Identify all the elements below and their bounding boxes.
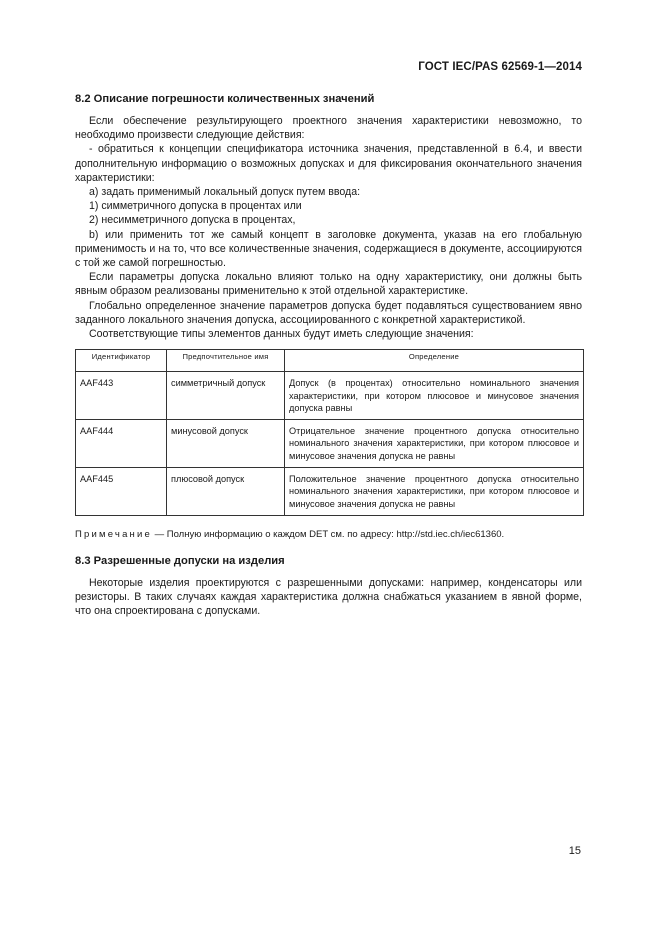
list-item: 2) несимметричного допуска в процентах, bbox=[89, 214, 296, 227]
page-number: 15 bbox=[568, 845, 581, 857]
cell-definition: Отрицательное значение процентного допуска относительно номинального значения характеристики, при котором плюсовое и минусовое значения допуска не равны bbox=[285, 420, 584, 468]
cell-preferred-name: симметричный допуск bbox=[167, 372, 285, 420]
note-dash: — bbox=[152, 528, 167, 540]
section-8-2-title: 8.2 Описание погрешности количественных значений bbox=[75, 93, 375, 105]
list-item: 1) симметричного допуска в процентах или bbox=[89, 200, 302, 213]
cell-identifier: AAF443 bbox=[76, 372, 167, 420]
cell-definition: Допуск (в процентах) относительно номинального значения характеристики, при котором плюсовое и минусовое значения допуска равны bbox=[285, 372, 584, 420]
cell-identifier: AAF445 bbox=[76, 468, 167, 516]
cell-identifier: AAF444 bbox=[76, 420, 167, 468]
paragraph: Если обеспечение результирующего проектного значения характеристики невозможно, то необходимо произвести следующие действия: bbox=[75, 115, 582, 142]
table-row bbox=[76, 468, 584, 516]
list-item: b) или применить тот же самый концепт в заголовке документа, указав на его глобальную применимость и на то, что все количественные значения, содержащиеся в документе, ассоциируются с той же самой погрешностью. bbox=[75, 228, 582, 270]
paragraph: Глобально определенное значение параметров допуска будет подавляться существованием явно заданного локального значения допуска, ассоциированного с конкретной характеристикой. bbox=[75, 299, 582, 326]
cell-definition: Положительное значение процентного допуска относительно номинального значения характеристики, при котором плюсовое и минусовое значения допуска не равны bbox=[285, 468, 584, 516]
table-header-row bbox=[76, 350, 584, 372]
section-8-3 bbox=[75, 554, 582, 619]
paragraph: - обратиться к концепции спецификатора источника значения, представленной в 6.4, и ввести дополнительную информацию о возможных допусках и для фиксирования окончательного значения характеристики: bbox=[75, 143, 582, 184]
paragraph: Если параметры допуска локально влияют только на одну характеристику, они должны быть явным образом реализованы применительно к этой отдельной характеристике. bbox=[75, 271, 582, 298]
document-code: ГОСТ IEC/PAS 62569-1—2014 bbox=[418, 61, 582, 73]
cell-preferred-name: плюсовой допуск bbox=[167, 468, 285, 516]
header-identifier: Идентификатор bbox=[76, 350, 167, 372]
data-element-table bbox=[75, 349, 584, 516]
note-label: Примечание bbox=[75, 528, 152, 540]
note-text: Полную информацию о каждом DET см. по адресу: http://std.iec.ch/iec61360. bbox=[166, 528, 505, 540]
table-row bbox=[76, 372, 584, 420]
table-row bbox=[76, 420, 584, 468]
paragraph: Некоторые изделия проектируются с разрешенными допусками: например, конденсаторы или резисторы. В таких случаях каждая характеристика должна снабжаться указанием в явной форме, что она спроектирована с допусками. bbox=[75, 576, 582, 618]
section-8-3-title: 8.3 Разрешенные допуски на изделия bbox=[75, 554, 285, 567]
paragraph: Соответствующие типы элементов данных будут иметь следующие значения: bbox=[89, 328, 474, 341]
list-item: а) задать применимый локальный допуск путем ввода: bbox=[89, 186, 361, 199]
page-content bbox=[75, 92, 582, 619]
header-preferred-name: Предпочтительное имя bbox=[167, 350, 285, 372]
header-definition: Определение bbox=[285, 350, 584, 372]
table-note bbox=[75, 528, 582, 541]
cell-preferred-name: минусовой допуск bbox=[167, 420, 285, 468]
